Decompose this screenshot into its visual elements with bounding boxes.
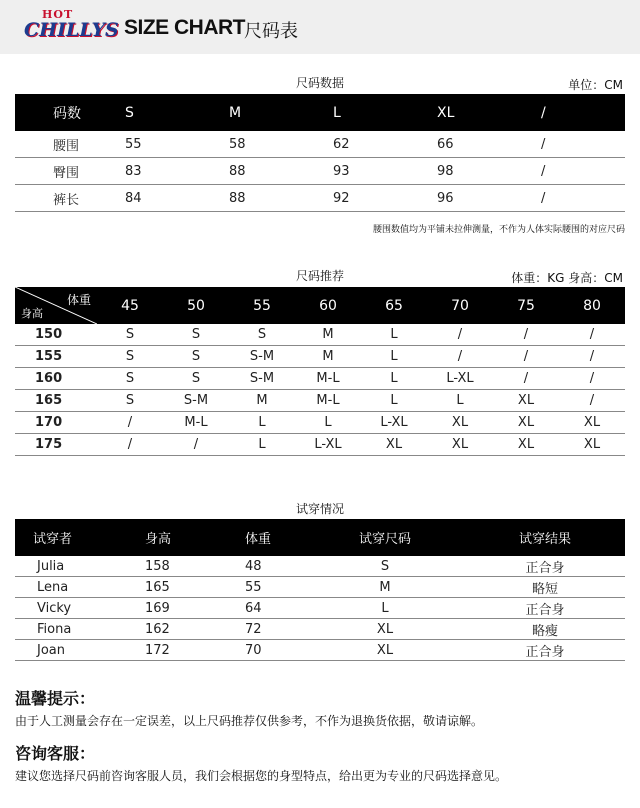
reminder-text: 由于人工测量会存在一定误差，以上尺码推荐仅供参考，不作为退换货依据，敬请谅解。 [15,714,484,728]
recommend-size-cell: / [559,324,625,346]
waist-measurement-note: 腰围数值均为平铺未拉伸测量，不作为人体实际腰围的对应尺码 [372,225,625,235]
recommend-size-cell: S [229,324,295,346]
trial-cell: 略瘦 [465,619,625,640]
size-data-cell: 83 [105,158,209,185]
trial-cell: S [305,556,465,577]
size-data-col-header: XL [417,94,521,131]
recommend-size-cell: / [559,368,625,390]
recommend-size-cell: L [361,324,427,346]
recommend-size-cell: / [493,346,559,368]
trial-name-cell: Fiona [15,619,105,640]
size-data-row [15,185,625,212]
size-data-cell: / [521,185,625,212]
recommend-corner-cell [15,287,97,324]
size-data-header-row [15,94,625,131]
recommend-size-cell: / [97,434,163,456]
size-data-cell: 96 [417,185,521,212]
corner-weight-label: 体重 [66,293,91,307]
trial-cell: 165 [105,577,205,598]
recommend-size-cell: / [559,346,625,368]
trial-title: 试穿情况 [295,502,344,516]
recommend-size-cell: / [163,434,229,456]
recommend-size-cell: XL [493,434,559,456]
trial-name-cell: Joan [15,640,105,661]
page-subtitle: 尺码表 [244,21,298,42]
recommend-size-cell: L [229,412,295,434]
size-data-cell: 93 [313,158,417,185]
recommend-size-cell: / [427,346,493,368]
size-data-cell: 88 [209,158,313,185]
size-data-row-label: 臀围 [15,158,105,185]
recommend-row [15,324,625,346]
trial-cell: 48 [205,556,305,577]
trial-cell: 55 [205,577,305,598]
recommend-size-cell: S [97,346,163,368]
size-data-unit: 单位：CM [568,78,623,92]
trial-cell: L [305,598,465,619]
recommend-row [15,412,625,434]
recommend-size-cell: L [361,368,427,390]
size-data-row-label: 裤长 [15,185,105,212]
page-title: SIZE CHART [124,16,245,39]
weight-column-header: 55 [229,287,295,324]
recommend-size-cell: L-XL [295,434,361,456]
trial-cell: 172 [105,640,205,661]
recommend-size-cell: L [295,412,361,434]
recommend-size-cell: XL [493,412,559,434]
trial-col-header: 体重 [205,519,305,556]
trial-name-cell: Lena [15,577,105,598]
height-row-label: 155 [15,346,97,368]
weight-column-header: 50 [163,287,229,324]
corner-height-label: 身高 [21,307,43,320]
size-data-cell: / [521,158,625,185]
recommend-row [15,390,625,412]
weight-column-header: 70 [427,287,493,324]
recommend-size-cell: / [97,412,163,434]
size-data-row-label: 腰围 [15,131,105,158]
recommend-size-cell: L [361,346,427,368]
recommend-size-cell: M-L [295,368,361,390]
recommend-size-cell: / [559,390,625,412]
trial-cell: M [305,577,465,598]
weight-column-header: 45 [97,287,163,324]
recommend-size-cell: M [295,324,361,346]
size-data-cell: 98 [417,158,521,185]
service-title: 咨询客服： [15,744,96,763]
recommend-size-cell: M-L [295,390,361,412]
recommend-size-cell: L-XL [427,368,493,390]
recommend-size-cell: S-M [163,390,229,412]
size-data-cell: 66 [417,131,521,158]
trial-name-cell: Vicky [15,598,105,619]
brand-logo [24,8,119,46]
recommend-size-cell: S [163,368,229,390]
size-data-col-header: 码数 [15,94,105,131]
size-data-cell: 92 [313,185,417,212]
trial-cell: 169 [105,598,205,619]
size-data-cell: 62 [313,131,417,158]
recommend-size-cell: XL [427,412,493,434]
trial-col-header: 身高 [105,519,205,556]
recommend-size-cell: / [493,368,559,390]
service-text: 建议您选择尺码前咨询客服人员，我们会根据您的身型特点，给出更为专业的尺码选择意见。 [15,769,508,783]
size-data-cell: 58 [209,131,313,158]
trial-row [15,619,625,640]
logo-hot-text: HOT [42,8,74,21]
recommend-size-cell: L [229,434,295,456]
weight-column-header: 75 [493,287,559,324]
trial-name-cell: Julia [15,556,105,577]
size-data-col-header: / [521,94,625,131]
height-row-label: 165 [15,390,97,412]
trial-cell: XL [305,619,465,640]
size-data-row [15,131,625,158]
recommend-size-cell: M-L [163,412,229,434]
recommend-size-cell: S-M [229,368,295,390]
trial-cell: 略短 [465,577,625,598]
size-data-cell: 88 [209,185,313,212]
recommend-size-cell: S [97,390,163,412]
weight-column-header: 80 [559,287,625,324]
recommend-size-cell: L [427,390,493,412]
trial-cell: 162 [105,619,205,640]
trial-row [15,556,625,577]
height-row-label: 175 [15,434,97,456]
trial-cell: 64 [205,598,305,619]
recommend-size-cell: XL [559,434,625,456]
size-data-cell: 84 [105,185,209,212]
height-row-label: 150 [15,324,97,346]
trial-col-header: 试穿结果 [465,519,625,556]
height-row-label: 160 [15,368,97,390]
size-data-cell: 55 [105,131,209,158]
trial-cell: 70 [205,640,305,661]
recommend-size-cell: S [163,346,229,368]
recommend-size-cell: XL [361,434,427,456]
recommend-size-cell: S [97,324,163,346]
recommend-size-cell: L-XL [361,412,427,434]
recommend-unit: 体重：KG 身高：CM [511,271,623,285]
recommend-size-cell: / [493,324,559,346]
trial-table [15,519,625,661]
recommend-size-cell: XL [559,412,625,434]
recommend-row [15,434,625,456]
recommend-size-cell: S-M [229,346,295,368]
size-data-cell: / [521,131,625,158]
height-row-label: 170 [15,412,97,434]
size-data-col-header: L [313,94,417,131]
trial-row [15,598,625,619]
trial-cell: 72 [205,619,305,640]
recommend-size-cell: XL [493,390,559,412]
size-recommend-table [15,287,625,456]
recommend-size-cell: S [163,324,229,346]
trial-cell: 正合身 [465,556,625,577]
trial-row [15,640,625,661]
recommend-row [15,346,625,368]
size-data-row [15,158,625,185]
logo-brand-text: CHILLYS [24,19,119,41]
trial-row [15,577,625,598]
trial-col-header: 试穿者 [15,519,105,556]
recommend-size-cell: / [427,324,493,346]
trial-cell: XL [305,640,465,661]
recommend-size-cell: M [229,390,295,412]
weight-column-header: 60 [295,287,361,324]
reminder-title: 温馨提示： [15,689,96,708]
page-header [0,0,640,54]
weight-column-header: 65 [361,287,427,324]
trial-col-header: 试穿尺码 [305,519,465,556]
size-data-col-header: S [105,94,209,131]
trial-cell: 正合身 [465,598,625,619]
trial-header-row [15,519,625,556]
recommend-size-cell: S [97,368,163,390]
trial-cell: 158 [105,556,205,577]
size-data-col-header: M [209,94,313,131]
recommend-size-cell: L [361,390,427,412]
size-data-table [15,94,625,212]
recommend-header-row [15,287,625,324]
recommend-size-cell: XL [427,434,493,456]
recommend-size-cell: M [295,346,361,368]
recommend-row [15,368,625,390]
trial-cell: 正合身 [465,640,625,661]
recommend-title: 尺码推荐 [295,269,344,283]
size-data-title: 尺码数据 [295,76,344,90]
